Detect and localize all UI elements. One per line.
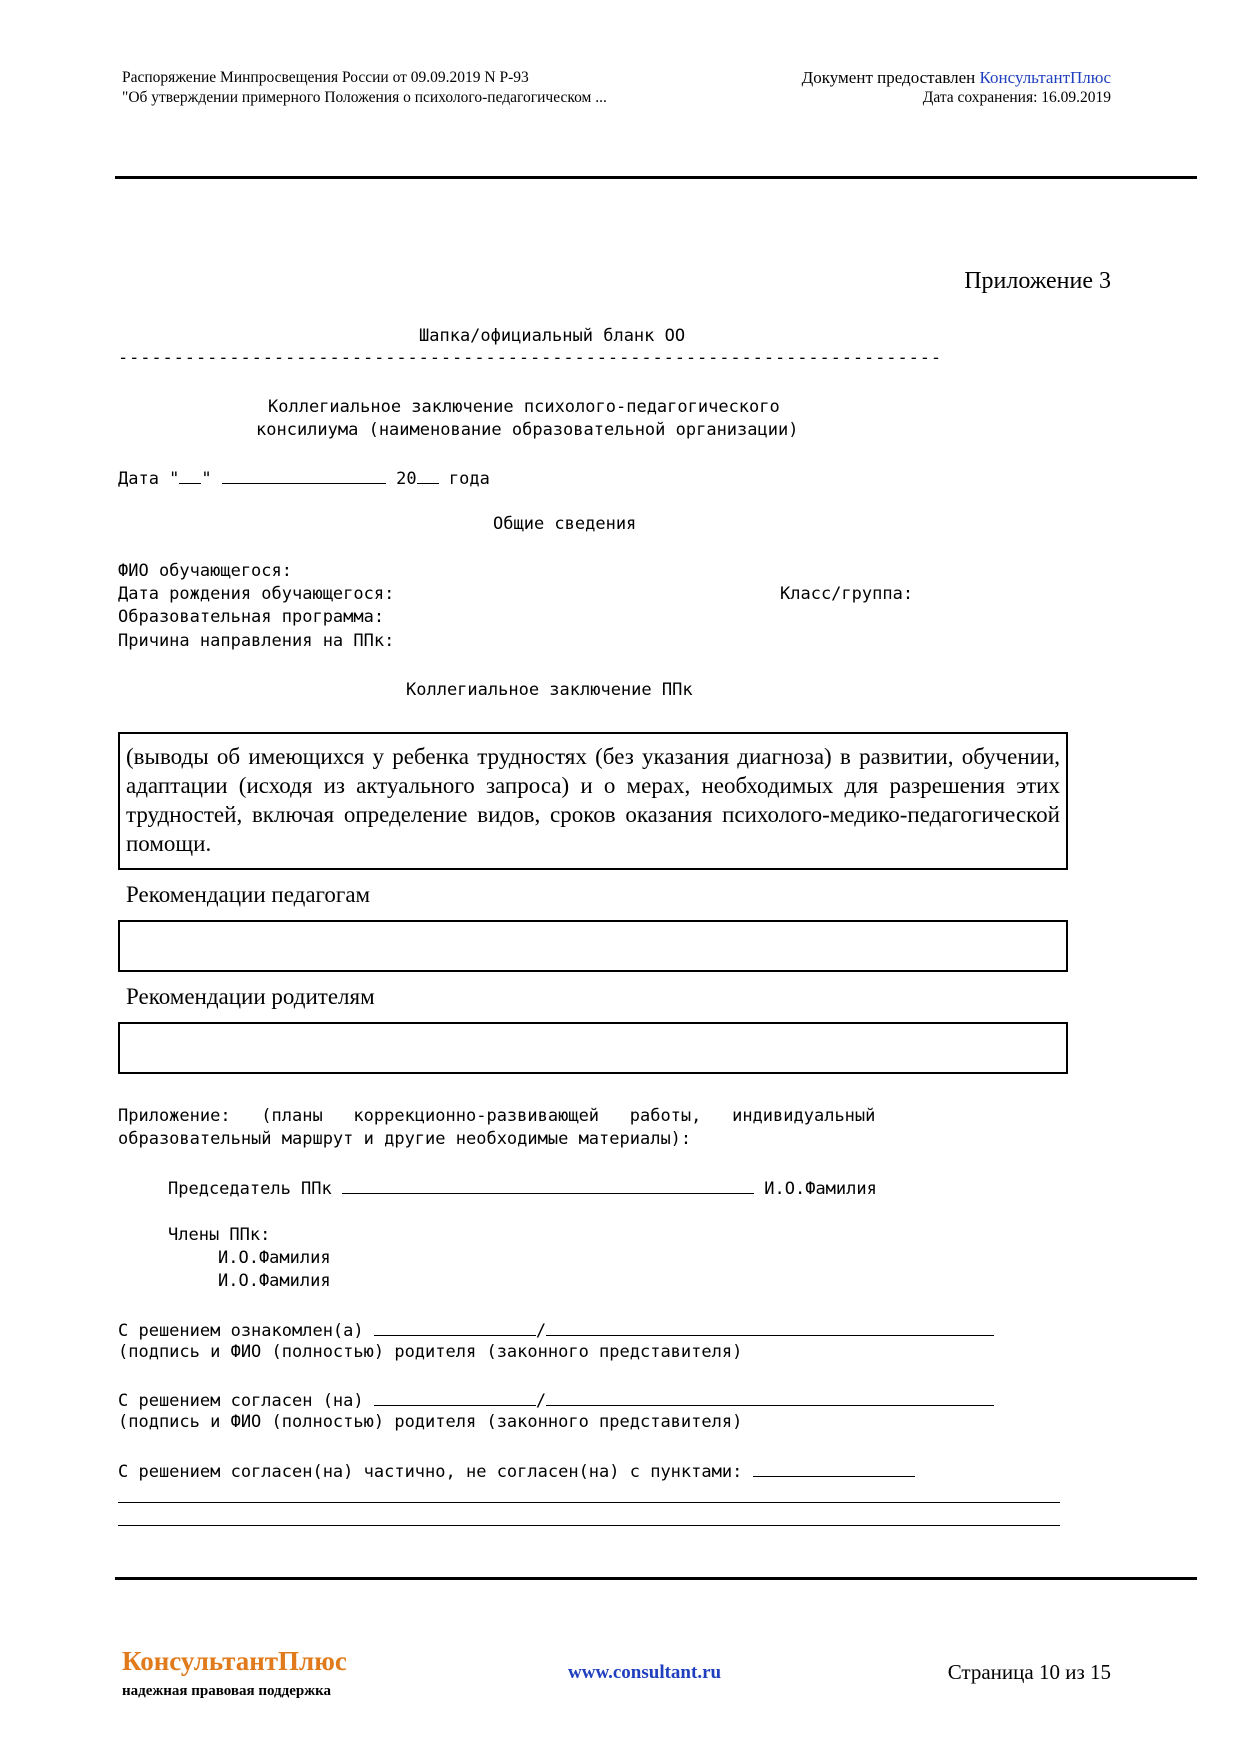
teachers-recommendations-box[interactable] (118, 920, 1068, 972)
acknowledged-signature-blank[interactable] (374, 1319, 536, 1336)
agree-signature-blank[interactable] (374, 1389, 536, 1406)
day-blank[interactable] (179, 467, 201, 484)
member-name: И.О.Фамилия (218, 1248, 331, 1268)
date-mid: " (201, 469, 222, 489)
acknowledged-label: С решением ознакомлен(а) (118, 1321, 364, 1341)
chair-signature-blank[interactable] (342, 1177, 754, 1194)
save-date: Дата сохранения: 16.09.2019 (922, 89, 1111, 106)
provided-brand-link[interactable]: КонсультантПлюс (979, 68, 1111, 87)
general-info-heading: Общие сведения (493, 514, 637, 534)
partial-points-blank[interactable] (753, 1460, 915, 1477)
agree-line: С решением согласен (на) / (118, 1389, 994, 1411)
footer-rule (115, 1577, 1197, 1580)
provided-by (802, 68, 1111, 88)
chair-line (168, 1177, 877, 1199)
conclusion-text: (выводы об имеющихся у ребенка трудностях (без указания диагноза) в развитии, обучении, адаптации (исходя из актуального запроса) и о мерах, необходимых для разрешения этих трудностей, включая определение видов, сроков оказания психолого-медико-педагогической помощи. (126, 744, 1060, 856)
doc-title-line-2: "Об утверждении примерного Положения о психолого-педагогическом ... (122, 89, 607, 106)
acknowledged-name-blank[interactable] (546, 1319, 994, 1336)
education-program-label: Образовательная программа: (118, 607, 385, 627)
member-name: И.О.Фамилия (218, 1271, 331, 1291)
parents-recommendations-box[interactable] (118, 1022, 1068, 1074)
chair-name: И.О.Фамилия (764, 1179, 877, 1199)
dashed-separator: -------------------------------------------------------------------------- (118, 348, 942, 368)
month-blank[interactable] (222, 467, 386, 484)
class-group-label: Класс/группа: (780, 584, 914, 604)
date-line (118, 467, 490, 489)
website-link[interactable]: www.consultant.ru (568, 1662, 722, 1683)
doc-title-line-1: Распоряжение Минпросвещения России от 09.09.2019 N Р-93 (122, 69, 529, 86)
agree-name-blank[interactable] (546, 1389, 994, 1406)
partial-agree-line (118, 1460, 915, 1482)
parents-recommendations-heading: Рекомендации родителям (126, 984, 375, 1009)
agree-caption: (подпись и ФИО (полностью) родителя (законного представителя) (118, 1412, 743, 1432)
letterhead-placeholder: Шапка/официальный бланк ОО (419, 326, 686, 346)
attachment-line-2: образовательный маршрут и другие необходимые материалы): (118, 1129, 692, 1149)
partial-blank-line-1[interactable] (118, 1502, 1060, 1503)
acknowledged-line: С решением ознакомлен(а) / (118, 1319, 994, 1341)
members-label: Члены ППк: (168, 1225, 271, 1245)
page-number: Страница 10 из 15 (947, 1660, 1111, 1684)
logo-tagline: надежная правовая поддержка (122, 1683, 332, 1699)
header-rule (115, 176, 1197, 179)
student-fio-label: ФИО обучающегося: (118, 561, 292, 581)
conclusion-heading: Коллегиальное заключение ППк (406, 680, 693, 700)
date-prefix: Дата " (118, 469, 180, 489)
referral-reason-label: Причина направления на ППк: (118, 631, 395, 651)
form-title-line-2: консилиума (наименование образовательной организации) (256, 420, 799, 440)
date-suffix: года (438, 469, 490, 489)
teachers-recommendations-heading: Рекомендации педагогам (126, 882, 371, 907)
attachment-line-1: Приложение: (планы коррекционно-развивающей работы, индивидуальный (118, 1106, 876, 1126)
date-year: 20 (385, 469, 417, 489)
form-title-line-1: Коллегиальное заключение психолого-педагогического (268, 397, 780, 417)
provided-prefix: Документ предоставлен (801, 68, 980, 87)
chair-label: Председатель ППк (168, 1179, 332, 1199)
consultant-logo: КонсультантПлюс (122, 1646, 347, 1676)
year-blank[interactable] (417, 467, 439, 484)
student-dob-label: Дата рождения обучающегося: (118, 584, 395, 604)
acknowledged-caption: (подпись и ФИО (полностью) родителя (законного представителя) (118, 1342, 743, 1362)
document-header-left (122, 68, 607, 108)
appendix-label: Приложение 3 (964, 268, 1111, 294)
partial-agree-label: С решением согласен(на) частично, не согласен(на) с пунктами: (118, 1462, 743, 1482)
conclusion-box[interactable] (118, 732, 1068, 870)
partial-blank-line-2[interactable] (118, 1525, 1060, 1526)
agree-label: С решением согласен (на) (118, 1391, 364, 1411)
document-header-right (802, 68, 1111, 108)
